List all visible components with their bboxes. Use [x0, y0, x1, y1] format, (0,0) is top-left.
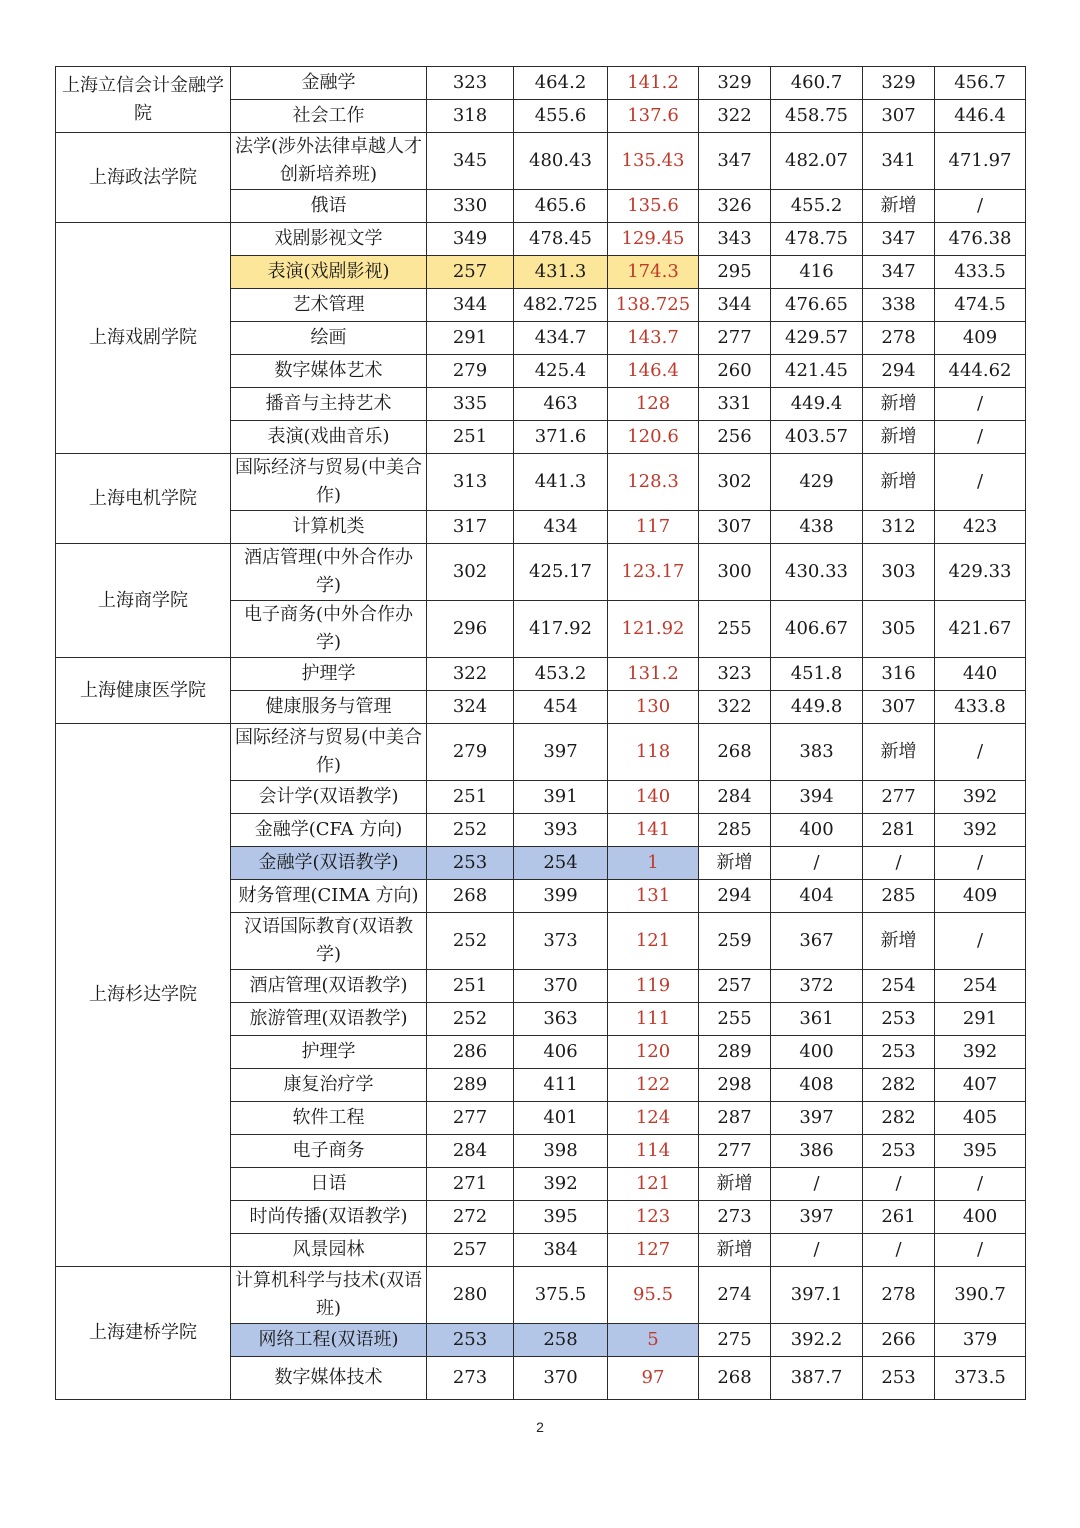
score-cell: 371.6: [514, 421, 608, 454]
score-cell: 425.4: [514, 355, 608, 388]
score-diff-cell: 117: [608, 511, 699, 544]
score-cell: 476.65: [771, 289, 863, 322]
score-cell: 303: [863, 544, 935, 601]
school-name: 上海建桥学院: [56, 1267, 231, 1400]
score-cell: 349: [427, 223, 514, 256]
major-name: 软件工程: [231, 1102, 427, 1135]
score-cell: 新增: [863, 190, 935, 223]
school-name: 上海电机学院: [56, 454, 231, 544]
score-cell: 253: [863, 1357, 935, 1400]
score-cell: 296: [427, 601, 514, 658]
score-cell: 278: [863, 1267, 935, 1324]
score-cell: 375.5: [514, 1267, 608, 1324]
score-cell: 421.45: [771, 355, 863, 388]
score-cell: 344: [427, 289, 514, 322]
table-body: [56, 67, 1026, 1400]
score-cell: 347: [699, 133, 771, 190]
score-cell: 286: [427, 1036, 514, 1069]
score-cell: 291: [935, 1003, 1026, 1036]
score-cell: 471.97: [935, 133, 1026, 190]
score-diff-cell: 129.45: [608, 223, 699, 256]
score-cell: 347: [863, 223, 935, 256]
score-cell: 463: [514, 388, 608, 421]
score-cell: 260: [699, 355, 771, 388]
score-cell: 271: [427, 1168, 514, 1201]
score-cell: 298: [699, 1069, 771, 1102]
score-cell: 322: [699, 100, 771, 133]
score-cell: 273: [699, 1201, 771, 1234]
score-cell: /: [863, 1168, 935, 1201]
score-cell: 482.07: [771, 133, 863, 190]
major-name: 日语: [231, 1168, 427, 1201]
page-number: 2: [536, 1419, 544, 1435]
score-cell: 331: [699, 388, 771, 421]
score-cell: 429.57: [771, 322, 863, 355]
score-cell: 326: [699, 190, 771, 223]
score-cell: 322: [699, 691, 771, 724]
score-cell: 446.4: [935, 100, 1026, 133]
score-cell: 383: [771, 724, 863, 781]
score-diff-cell: 135.6: [608, 190, 699, 223]
score-diff-cell: 95.5: [608, 1267, 699, 1324]
score-cell: 253: [427, 847, 514, 880]
score-cell: 430.33: [771, 544, 863, 601]
score-diff-cell: 146.4: [608, 355, 699, 388]
major-name: 播音与主持艺术: [231, 388, 427, 421]
score-cell: /: [935, 847, 1026, 880]
major-name: 电子商务(中外合作办学): [231, 601, 427, 658]
score-cell: 302: [427, 544, 514, 601]
score-cell: 429: [771, 454, 863, 511]
table-row: [56, 67, 1026, 100]
table-row: [56, 223, 1026, 256]
score-cell: 257: [427, 256, 514, 289]
score-cell: 480.43: [514, 133, 608, 190]
school-name: 上海戏剧学院: [56, 223, 231, 454]
score-cell: 394: [771, 781, 863, 814]
school-name: 上海健康医学院: [56, 658, 231, 724]
score-cell: 305: [863, 601, 935, 658]
score-cell: 282: [863, 1102, 935, 1135]
score-cell: 323: [427, 67, 514, 100]
score-cell: /: [771, 847, 863, 880]
score-cell: 329: [863, 67, 935, 100]
score-cell: 329: [699, 67, 771, 100]
score-cell: 307: [863, 691, 935, 724]
score-cell: 392: [935, 814, 1026, 847]
major-name: 电子商务: [231, 1135, 427, 1168]
score-cell: 285: [863, 880, 935, 913]
score-cell: 253: [863, 1135, 935, 1168]
score-cell: 395: [514, 1201, 608, 1234]
school-name: 上海商学院: [56, 544, 231, 658]
major-name: 艺术管理: [231, 289, 427, 322]
major-name: 数字媒体技术: [231, 1357, 427, 1400]
score-cell: 406.67: [771, 601, 863, 658]
table-row: [56, 1267, 1026, 1324]
score-cell: 391: [514, 781, 608, 814]
score-cell: 373: [514, 913, 608, 970]
score-cell: /: [935, 454, 1026, 511]
score-cell: 455.2: [771, 190, 863, 223]
score-cell: 395: [935, 1135, 1026, 1168]
score-cell: 新增: [863, 724, 935, 781]
score-cell: 新增: [699, 1168, 771, 1201]
score-cell: 390.7: [935, 1267, 1026, 1324]
score-cell: 307: [699, 511, 771, 544]
score-cell: 284: [427, 1135, 514, 1168]
score-cell: 254: [514, 847, 608, 880]
major-name: 金融学: [231, 67, 427, 100]
score-cell: 279: [427, 355, 514, 388]
major-name: 金融学(双语教学): [231, 847, 427, 880]
score-cell: 464.2: [514, 67, 608, 100]
score-cell: 341: [863, 133, 935, 190]
major-name: 表演(戏曲音乐): [231, 421, 427, 454]
score-cell: 251: [427, 781, 514, 814]
score-cell: 434.7: [514, 322, 608, 355]
score-cell: 444.62: [935, 355, 1026, 388]
major-name: 护理学: [231, 658, 427, 691]
major-name: 戏剧影视文学: [231, 223, 427, 256]
score-diff-cell: 127: [608, 1234, 699, 1267]
score-cell: 261: [863, 1201, 935, 1234]
score-cell: /: [935, 913, 1026, 970]
score-cell: 323: [699, 658, 771, 691]
score-cell: 282: [863, 1069, 935, 1102]
score-cell: 392.2: [771, 1324, 863, 1357]
score-diff-cell: 97: [608, 1357, 699, 1400]
score-cell: /: [863, 1234, 935, 1267]
score-cell: 474.5: [935, 289, 1026, 322]
score-cell: 285: [699, 814, 771, 847]
score-cell: 258: [514, 1324, 608, 1357]
score-cell: 440: [935, 658, 1026, 691]
score-cell: /: [863, 847, 935, 880]
score-cell: 425.17: [514, 544, 608, 601]
major-name: 国际经济与贸易(中美合作): [231, 454, 427, 511]
score-cell: /: [935, 421, 1026, 454]
score-cell: 455.6: [514, 100, 608, 133]
score-cell: 266: [863, 1324, 935, 1357]
score-cell: 316: [863, 658, 935, 691]
score-cell: 322: [427, 658, 514, 691]
score-cell: 454: [514, 691, 608, 724]
major-name: 健康服务与管理: [231, 691, 427, 724]
major-name: 金融学(CFA 方向): [231, 814, 427, 847]
score-cell: 280: [427, 1267, 514, 1324]
major-name: 酒店管理(中外合作办学): [231, 544, 427, 601]
score-cell: 416: [771, 256, 863, 289]
score-cell: 284: [699, 781, 771, 814]
score-cell: 406: [514, 1036, 608, 1069]
score-cell: 458.75: [771, 100, 863, 133]
score-cell: 441.3: [514, 454, 608, 511]
score-diff-cell: 123: [608, 1201, 699, 1234]
score-cell: 370: [514, 970, 608, 1003]
score-cell: 403.57: [771, 421, 863, 454]
score-cell: 281: [863, 814, 935, 847]
score-cell: 新增: [863, 388, 935, 421]
score-cell: /: [935, 388, 1026, 421]
score-cell: 324: [427, 691, 514, 724]
score-cell: 277: [699, 322, 771, 355]
score-cell: 251: [427, 421, 514, 454]
score-diff-cell: 114: [608, 1135, 699, 1168]
score-cell: 330: [427, 190, 514, 223]
major-name: 计算机科学与技术(双语班): [231, 1267, 427, 1324]
score-cell: 408: [771, 1069, 863, 1102]
score-cell: 253: [863, 1003, 935, 1036]
score-cell: 405: [935, 1102, 1026, 1135]
score-cell: 429.33: [935, 544, 1026, 601]
score-cell: 449.4: [771, 388, 863, 421]
score-cell: 257: [427, 1234, 514, 1267]
score-cell: 268: [699, 1357, 771, 1400]
score-cell: 361: [771, 1003, 863, 1036]
major-name: 财务管理(CIMA 方向): [231, 880, 427, 913]
score-cell: 256: [699, 421, 771, 454]
score-cell: 400: [771, 1036, 863, 1069]
score-cell: 409: [935, 322, 1026, 355]
score-cell: 291: [427, 322, 514, 355]
score-cell: 465.6: [514, 190, 608, 223]
score-cell: 253: [427, 1324, 514, 1357]
major-name: 时尚传播(双语教学): [231, 1201, 427, 1234]
score-cell: 367: [771, 913, 863, 970]
score-cell: /: [935, 1168, 1026, 1201]
score-cell: 392: [935, 781, 1026, 814]
score-diff-cell: 121: [608, 1168, 699, 1201]
table-row: [56, 133, 1026, 190]
score-cell: 431.3: [514, 256, 608, 289]
score-cell: 482.725: [514, 289, 608, 322]
score-cell: 363: [514, 1003, 608, 1036]
score-cell: 278: [863, 322, 935, 355]
score-cell: 397: [771, 1201, 863, 1234]
score-cell: 456.7: [935, 67, 1026, 100]
score-diff-cell: 131.2: [608, 658, 699, 691]
score-cell: 279: [427, 724, 514, 781]
major-name: 康复治疗学: [231, 1069, 427, 1102]
score-cell: 397.1: [771, 1267, 863, 1324]
score-cell: 400: [771, 814, 863, 847]
score-diff-cell: 121: [608, 913, 699, 970]
score-cell: 399: [514, 880, 608, 913]
score-cell: /: [935, 724, 1026, 781]
score-cell: 397: [514, 724, 608, 781]
score-cell: 344: [699, 289, 771, 322]
major-name: 表演(戏剧影视): [231, 256, 427, 289]
score-cell: 392: [935, 1036, 1026, 1069]
score-diff-cell: 140: [608, 781, 699, 814]
score-cell: 307: [863, 100, 935, 133]
score-cell: 478.45: [514, 223, 608, 256]
major-name: 俄语: [231, 190, 427, 223]
score-cell: 268: [699, 724, 771, 781]
major-name: 酒店管理(双语教学): [231, 970, 427, 1003]
score-cell: 372: [771, 970, 863, 1003]
score-diff-cell: 128: [608, 388, 699, 421]
score-diff-cell: 123.17: [608, 544, 699, 601]
score-cell: 313: [427, 454, 514, 511]
major-name: 国际经济与贸易(中美合作): [231, 724, 427, 781]
score-cell: 433.5: [935, 256, 1026, 289]
score-cell: 451.8: [771, 658, 863, 691]
score-cell: 370: [514, 1357, 608, 1400]
score-cell: 335: [427, 388, 514, 421]
major-name: 法学(涉外法律卓越人才创新培养班): [231, 133, 427, 190]
score-cell: 302: [699, 454, 771, 511]
score-cell: /: [935, 1234, 1026, 1267]
table-row: [56, 724, 1026, 781]
score-cell: 312: [863, 511, 935, 544]
score-diff-cell: 174.3: [608, 256, 699, 289]
score-diff-cell: 138.725: [608, 289, 699, 322]
score-cell: 257: [699, 970, 771, 1003]
score-cell: 373.5: [935, 1357, 1026, 1400]
score-cell: 259: [699, 913, 771, 970]
score-cell: 384: [514, 1234, 608, 1267]
score-cell: 318: [427, 100, 514, 133]
score-cell: 294: [863, 355, 935, 388]
score-cell: 新增: [863, 454, 935, 511]
score-cell: /: [771, 1234, 863, 1267]
score-cell: 438: [771, 511, 863, 544]
score-diff-cell: 130: [608, 691, 699, 724]
score-cell: 289: [699, 1036, 771, 1069]
score-cell: 273: [427, 1357, 514, 1400]
score-cell: 252: [427, 814, 514, 847]
score-cell: 252: [427, 1003, 514, 1036]
score-diff-cell: 120.6: [608, 421, 699, 454]
score-cell: 379: [935, 1324, 1026, 1357]
score-cell: 287: [699, 1102, 771, 1135]
score-diff-cell: 122: [608, 1069, 699, 1102]
score-cell: 317: [427, 511, 514, 544]
score-cell: /: [771, 1168, 863, 1201]
score-cell: 421.67: [935, 601, 1026, 658]
score-cell: 新增: [863, 421, 935, 454]
score-diff-cell: 121.92: [608, 601, 699, 658]
score-diff-cell: 119: [608, 970, 699, 1003]
score-cell: 338: [863, 289, 935, 322]
major-name: 网络工程(双语班): [231, 1324, 427, 1357]
score-cell: 268: [427, 880, 514, 913]
score-cell: 新增: [699, 1234, 771, 1267]
score-diff-cell: 135.43: [608, 133, 699, 190]
score-cell: 386: [771, 1135, 863, 1168]
score-cell: 407: [935, 1069, 1026, 1102]
score-cell: 392: [514, 1168, 608, 1201]
score-diff-cell: 124: [608, 1102, 699, 1135]
score-cell: 449.8: [771, 691, 863, 724]
score-cell: 274: [699, 1267, 771, 1324]
score-diff-cell: 128.3: [608, 454, 699, 511]
school-name: 上海杉达学院: [56, 724, 231, 1267]
score-diff-cell: 143.7: [608, 322, 699, 355]
score-cell: 277: [699, 1135, 771, 1168]
score-cell: 460.7: [771, 67, 863, 100]
score-diff-cell: 141.2: [608, 67, 699, 100]
table-row: [56, 454, 1026, 511]
score-cell: 347: [863, 256, 935, 289]
score-cell: 272: [427, 1201, 514, 1234]
score-cell: 453.2: [514, 658, 608, 691]
major-name: 会计学(双语教学): [231, 781, 427, 814]
score-cell: 277: [427, 1102, 514, 1135]
score-cell: 252: [427, 913, 514, 970]
score-diff-cell: 141: [608, 814, 699, 847]
score-cell: 277: [863, 781, 935, 814]
score-diff-cell: 111: [608, 1003, 699, 1036]
score-cell: 434: [514, 511, 608, 544]
score-cell: 300: [699, 544, 771, 601]
major-name: 计算机类: [231, 511, 427, 544]
score-cell: 404: [771, 880, 863, 913]
score-cell: /: [935, 190, 1026, 223]
score-cell: 478.75: [771, 223, 863, 256]
score-cell: 387.7: [771, 1357, 863, 1400]
score-diff-cell: 137.6: [608, 100, 699, 133]
score-cell: 295: [699, 256, 771, 289]
score-cell: 401: [514, 1102, 608, 1135]
major-name: 数字媒体艺术: [231, 355, 427, 388]
major-name: 护理学: [231, 1036, 427, 1069]
score-cell: 476.38: [935, 223, 1026, 256]
score-diff-cell: 1: [608, 847, 699, 880]
major-name: 绘画: [231, 322, 427, 355]
major-name: 风景园林: [231, 1234, 427, 1267]
score-cell: 新增: [863, 913, 935, 970]
score-cell: 398: [514, 1135, 608, 1168]
table-row: [56, 544, 1026, 601]
score-cell: 393: [514, 814, 608, 847]
table-row: [56, 658, 1026, 691]
major-name: 社会工作: [231, 100, 427, 133]
score-cell: 254: [863, 970, 935, 1003]
score-diff-cell: 5: [608, 1324, 699, 1357]
score-cell: 423: [935, 511, 1026, 544]
score-cell: 343: [699, 223, 771, 256]
score-cell: 254: [935, 970, 1026, 1003]
admission-score-table: [55, 66, 1026, 1400]
score-diff-cell: 131: [608, 880, 699, 913]
school-name: 上海立信会计金融学院: [56, 67, 231, 133]
score-cell: 251: [427, 970, 514, 1003]
score-cell: 294: [699, 880, 771, 913]
score-cell: 253: [863, 1036, 935, 1069]
score-cell: 289: [427, 1069, 514, 1102]
major-name: 汉语国际教育(双语教学): [231, 913, 427, 970]
score-diff-cell: 120: [608, 1036, 699, 1069]
score-diff-cell: 118: [608, 724, 699, 781]
score-cell: 400: [935, 1201, 1026, 1234]
score-cell: 411: [514, 1069, 608, 1102]
score-cell: 345: [427, 133, 514, 190]
score-cell: 255: [699, 1003, 771, 1036]
score-cell: 新增: [699, 847, 771, 880]
school-name: 上海政法学院: [56, 133, 231, 223]
score-cell: 275: [699, 1324, 771, 1357]
score-cell: 433.8: [935, 691, 1026, 724]
score-cell: 255: [699, 601, 771, 658]
score-cell: 409: [935, 880, 1026, 913]
major-name: 旅游管理(双语教学): [231, 1003, 427, 1036]
score-cell: 397: [771, 1102, 863, 1135]
score-cell: 417.92: [514, 601, 608, 658]
